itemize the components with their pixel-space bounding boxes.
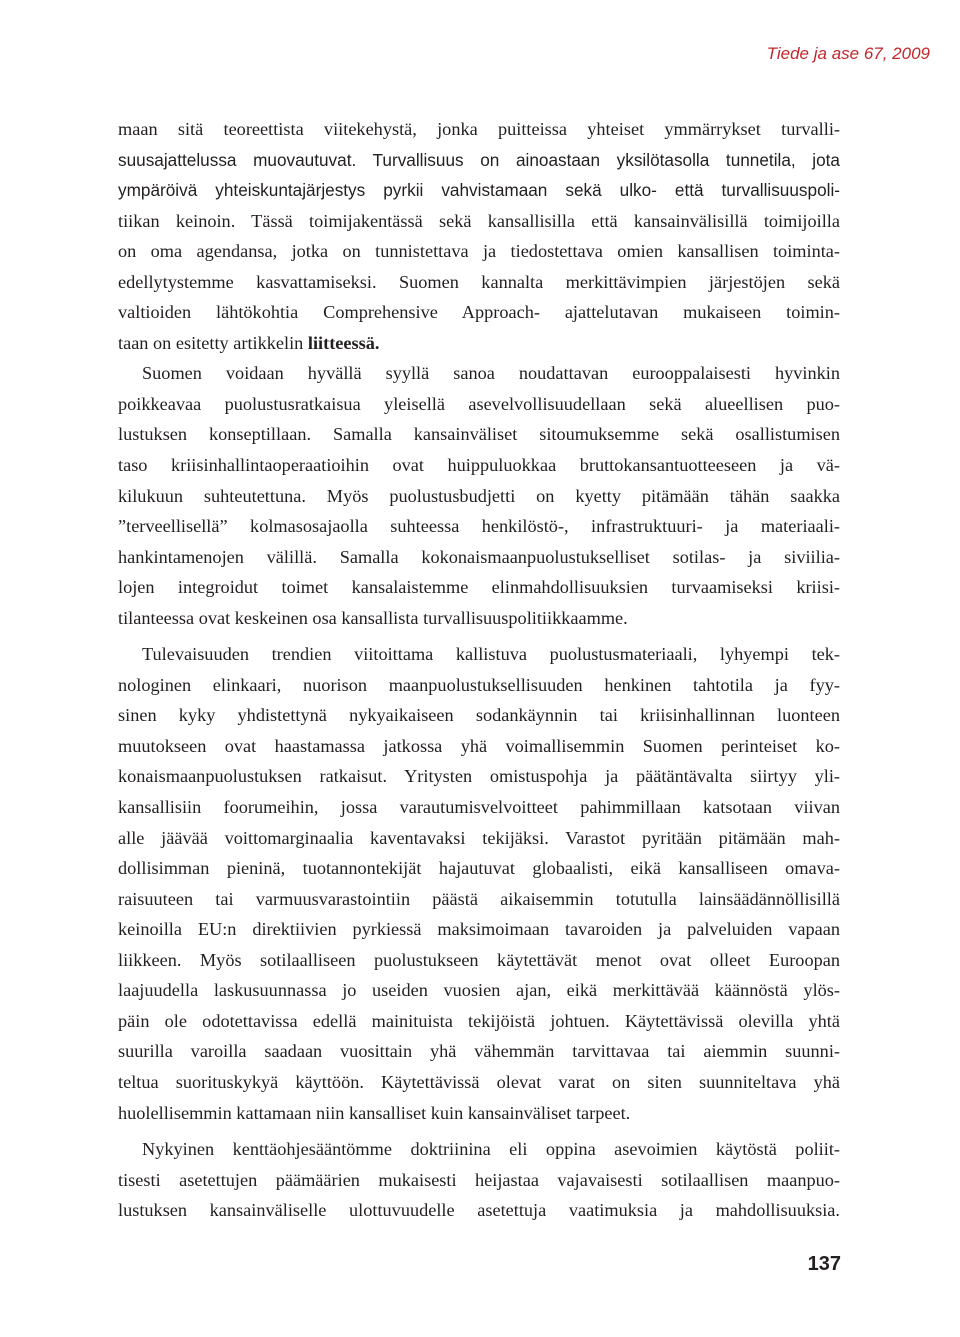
text-line-content: tisesti asetettujen päämäärien mukaisesti heijastaa vajavaisesti sotilaallisen maanpuo- xyxy=(118,1169,840,1190)
text-line-content: suusajattelussa muovautuvat. Turvallisuus on ainoastaan yksilötasolla tunnetila, jota xyxy=(118,149,840,170)
text-line-content: taso kriisinhallintaoperaatioihin ovat huippuluokkaa bruttokansantuotteeseen ja vä- xyxy=(118,455,840,476)
text-line xyxy=(118,328,840,359)
text-line xyxy=(118,1067,840,1098)
text-line xyxy=(118,853,840,884)
text-line-content: nologinen elinkaari, nuorison maanpuolustuksellisuuden henkinen tahtotila ja fyy- xyxy=(118,674,840,695)
text-line-content: huolellisemmin kattamaan niin kansalliset kuin kansainväliset tarpeet. xyxy=(118,1102,631,1123)
page-number: 137 xyxy=(807,1253,841,1275)
text-line xyxy=(118,884,840,915)
text-line xyxy=(118,1134,840,1165)
text-line-content: suurilla varoilla saadaan vuosittain yhä vähemmän tarvittavaa tai aiemmin suunni- xyxy=(118,1041,840,1062)
text-line-content: liikkeen. Myös sotilaalliseen puolustukseen käytettävät menot ovat olleet Euroopan xyxy=(118,949,840,970)
text-line xyxy=(118,511,840,542)
text-line-content: tilanteessa ovat keskeinen osa kansallista turvallisuuspolitiikkaamme. xyxy=(118,607,628,628)
text-line-content: kilukuun suhteutettuna. Myös puolustusbudjetti on kyetty pitämään tähän saakka xyxy=(118,485,840,506)
text-line-content: valtioiden lähtökohtia Comprehensive Approach- ajattelutavan mukaiseen toimin- xyxy=(118,302,840,323)
bold-reference: liitteessä. xyxy=(307,332,380,353)
text-line-content: sinen kyky yhdistettynä nykyaikaiseen sodankäynnin tai kriisinhallinnan luonteen xyxy=(118,705,840,726)
text-line-content: konaismaanpuolustuksen ratkaisut. Yritysten omistuspohja ja päätäntävalta siirtyy yli- xyxy=(118,766,840,787)
text-line-content: kansallisiin foorumeihin, jossa varautumisvelvoitteet pahimmillaan katsotaan viivan xyxy=(118,797,840,818)
text-line-content: edellytystemme kasvattamiseksi. Suomen kannalta merkittävimpien järjestöjen sekä xyxy=(118,271,840,292)
text-line-content: taan on esitetty artikkelin xyxy=(118,332,308,353)
journal-header: Tiede ja ase 67, 2009 xyxy=(766,44,930,63)
text-line-content: hankintamenojen välillä. Samalla kokonaismaanpuolustukselliset sotilas- ja siviilia- xyxy=(118,546,840,567)
text-line xyxy=(118,572,840,603)
text-line-content: poikkeavaa puolustusratkaisua yleisellä asevelvollisuudellaan sekä alueellisen puo- xyxy=(118,393,840,414)
text-line xyxy=(118,419,840,450)
text-line-content: Suomen voidaan hyvällä syyllä sanoa noudattavan eurooppalaisesti hyvinkin xyxy=(142,363,840,384)
text-line-content: lustuksen kansainväliselle ulottuvuudelle asetettuja vaatimuksia ja mahdollisuuksia. xyxy=(118,1200,840,1221)
text-line xyxy=(118,389,840,420)
text-line-content: maan sitä teoreettista viitekehystä, jonka puitteissa yhteiset ymmärrykset turvalli- xyxy=(118,119,840,139)
text-line xyxy=(118,297,840,328)
text-line-content: raisuuteen tai varmuusvarastointiin päästä aikaisemmin totutulla lainsäädännöllisillä xyxy=(118,888,840,909)
text-line xyxy=(118,761,840,792)
text-line-content: teltua suorituskykyä käyttöön. Käytettävissä olevat varat on siten suunniteltava yhä xyxy=(118,1071,840,1092)
text-line xyxy=(118,267,840,298)
text-line xyxy=(118,823,840,854)
text-line xyxy=(118,1006,840,1037)
text-line-content: lojen integroidut toimet kansalaistemme elinmahdollisuuksien turvaamiseksi kriisi- xyxy=(118,577,840,598)
text-line xyxy=(118,603,840,634)
body-text xyxy=(118,114,840,1226)
text-line xyxy=(118,639,840,670)
text-line xyxy=(118,114,840,145)
text-line-content: keinoilla EU:n direktiivien pyrkiessä maksimoimaan tavaroiden ja palveluiden vapaan xyxy=(118,919,840,940)
text-line xyxy=(118,792,840,823)
text-line-content: päin ole odotettavissa edellä mainituista tekijöistä johtuen. Käytettävissä olevilla yhtä xyxy=(118,1010,840,1031)
text-line xyxy=(118,1036,840,1067)
text-line xyxy=(118,481,840,512)
text-line xyxy=(118,975,840,1006)
text-line-content: Nykyinen kenttäohjesääntömme doktriinina eli oppina asevoimien käytöstä poliit- xyxy=(142,1139,840,1160)
text-line-content: laajuudella laskusuunnassa jo useiden vuosien ajan, eikä merkittävää käännöstä ylös- xyxy=(118,980,840,1001)
text-line-content: muutokseen ovat haastamassa jatkossa yhä voimallisemmin Suomen perinteiset ko- xyxy=(118,735,840,756)
text-line-content: alle jäävää voittomarginaalia kaventavaksi tekijäksi. Varastot pyritään pitämään mah- xyxy=(118,827,840,848)
text-line xyxy=(118,731,840,762)
text-line xyxy=(118,175,840,206)
text-line xyxy=(118,945,840,976)
text-line xyxy=(118,700,840,731)
text-line-content: Tulevaisuuden trendien viitoittama kallistuva puolustusmateriaali, lyhyempi tek- xyxy=(142,644,840,665)
text-line-content: ympäröivä yhteiskuntajärjestys pyrkii vahvistamaan sekä ulko- että turvallisuuspoli- xyxy=(118,180,840,201)
text-line-content: tiikan keinoin. Tässä toimijakentässä sekä kansallisilla että kansainvälisillä toimijoilla xyxy=(118,210,840,231)
text-line xyxy=(118,1195,840,1226)
text-line xyxy=(118,542,840,573)
text-line xyxy=(118,450,840,481)
text-line xyxy=(118,236,840,267)
text-line xyxy=(118,1098,840,1129)
text-line xyxy=(118,1165,840,1196)
text-line xyxy=(118,145,840,176)
text-line-content: dollisimman pieninä, tuotannontekijät hajautuvat globaalisti, eikä kansalliseen omava- xyxy=(118,858,840,879)
text-line-content: lustuksen konseptillaan. Samalla kansainväliset sitoumuksemme sekä osallistumisen xyxy=(118,424,840,445)
text-line xyxy=(118,914,840,945)
text-line xyxy=(118,206,840,237)
text-line-content: ”terveellisellä” kolmasosajaolla suhteessa henkilöstö-, infrastruktuuri- ja materiaali- xyxy=(118,516,840,537)
text-line xyxy=(118,670,840,701)
text-line-content: on oma agendansa, jotka on tunnistettava ja tiedostettava omien kansallisen toiminta- xyxy=(118,241,840,262)
text-line xyxy=(118,358,840,389)
